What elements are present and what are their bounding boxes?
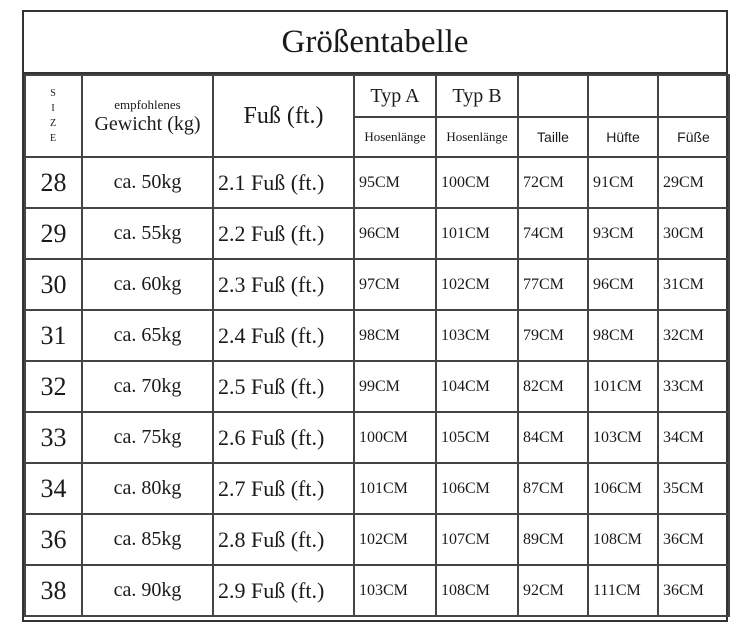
typ-b-length-cell: 107CM xyxy=(436,514,518,565)
feet-cell: 31CM xyxy=(658,259,729,310)
page-title: Größentabelle xyxy=(24,12,726,74)
weight-cell: ca. 75kg xyxy=(82,412,213,463)
typ-b-length-cell: 103CM xyxy=(436,310,518,361)
hip-header: Hüfte xyxy=(588,117,658,157)
weight-cell: ca. 60kg xyxy=(82,259,213,310)
foot-length-cell: 2.1 Fuß (ft.) xyxy=(213,157,354,208)
weight-header: empfohlenes Gewicht (kg) xyxy=(82,75,213,157)
weight-cell: ca. 90kg xyxy=(82,565,213,616)
typ-a-length-cell: 97CM xyxy=(354,259,436,310)
typ-a-length-cell: 101CM xyxy=(354,463,436,514)
table-row xyxy=(25,208,729,259)
typ-a-length-cell: 98CM xyxy=(354,310,436,361)
waist-cell: 77CM xyxy=(518,259,588,310)
foot-length-cell: 2.3 Fuß (ft.) xyxy=(213,259,354,310)
table-row xyxy=(25,361,729,412)
foot-length-cell: 2.8 Fuß (ft.) xyxy=(213,514,354,565)
table-row xyxy=(25,514,729,565)
feet-cell: 30CM xyxy=(658,208,729,259)
size-cell: 28 xyxy=(25,157,82,208)
empty-header-cell xyxy=(588,75,658,117)
weight-cell: ca. 55kg xyxy=(82,208,213,259)
typ-a-header: Typ A xyxy=(354,75,436,117)
foot-length-cell: 2.6 Fuß (ft.) xyxy=(213,412,354,463)
hip-cell: 96CM xyxy=(588,259,658,310)
feet-cell: 36CM xyxy=(658,514,729,565)
empty-header-cell xyxy=(658,75,729,117)
typ-a-length-cell: 96CM xyxy=(354,208,436,259)
size-cell: 33 xyxy=(25,412,82,463)
table-row xyxy=(25,565,729,616)
feet-header: Füße xyxy=(658,117,729,157)
hip-cell: 91CM xyxy=(588,157,658,208)
waist-cell: 74CM xyxy=(518,208,588,259)
typ-b-length-cell: 100CM xyxy=(436,157,518,208)
feet-cell: 29CM xyxy=(658,157,729,208)
table-row xyxy=(25,259,729,310)
size-cell: 32 xyxy=(25,361,82,412)
size-cell: 31 xyxy=(25,310,82,361)
size-cell: 30 xyxy=(25,259,82,310)
foot-length-cell: 2.9 Fuß (ft.) xyxy=(213,565,354,616)
typ-b-length-cell: 102CM xyxy=(436,259,518,310)
table-row xyxy=(25,463,729,514)
table-row xyxy=(25,310,729,361)
typ-a-length-cell: 103CM xyxy=(354,565,436,616)
foot-length-cell: 2.2 Fuß (ft.) xyxy=(213,208,354,259)
hip-cell: 106CM xyxy=(588,463,658,514)
hip-cell: 103CM xyxy=(588,412,658,463)
size-cell: 38 xyxy=(25,565,82,616)
waist-cell: 82CM xyxy=(518,361,588,412)
foot-length-cell: 2.5 Fuß (ft.) xyxy=(213,361,354,412)
typ-b-length-cell: 106CM xyxy=(436,463,518,514)
typ-b-length-cell: 108CM xyxy=(436,565,518,616)
size-cell: 34 xyxy=(25,463,82,514)
hip-cell: 108CM xyxy=(588,514,658,565)
typ-b-length-header: Hosenlänge xyxy=(436,117,518,157)
weight-cell: ca. 85kg xyxy=(82,514,213,565)
waist-cell: 89CM xyxy=(518,514,588,565)
waist-cell: 84CM xyxy=(518,412,588,463)
foot-header: Fuß (ft.) xyxy=(213,75,354,157)
weight-cell: ca. 50kg xyxy=(82,157,213,208)
waist-cell: 72CM xyxy=(518,157,588,208)
table-row xyxy=(25,157,729,208)
size-cell: 36 xyxy=(25,514,82,565)
foot-length-cell: 2.7 Fuß (ft.) xyxy=(213,463,354,514)
table-body xyxy=(25,157,729,616)
size-header xyxy=(25,75,82,157)
size-header-letters: S I Z E xyxy=(49,88,58,144)
size-cell: 29 xyxy=(25,208,82,259)
typ-b-length-cell: 104CM xyxy=(436,361,518,412)
weight-cell: ca. 80kg xyxy=(82,463,213,514)
hip-cell: 111CM xyxy=(588,565,658,616)
waist-cell: 79CM xyxy=(518,310,588,361)
typ-a-length-header: Hosenlänge xyxy=(354,117,436,157)
typ-a-length-cell: 95CM xyxy=(354,157,436,208)
hip-cell: 98CM xyxy=(588,310,658,361)
weight-cell: ca. 65kg xyxy=(82,310,213,361)
waist-cell: 92CM xyxy=(518,565,588,616)
typ-b-length-cell: 105CM xyxy=(436,412,518,463)
feet-cell: 33CM xyxy=(658,361,729,412)
feet-cell: 34CM xyxy=(658,412,729,463)
weight-cell: ca. 70kg xyxy=(82,361,213,412)
size-chart xyxy=(22,10,728,622)
typ-a-length-cell: 100CM xyxy=(354,412,436,463)
typ-a-length-cell: 99CM xyxy=(354,361,436,412)
typ-b-header: Typ B xyxy=(436,75,518,117)
hip-cell: 93CM xyxy=(588,208,658,259)
feet-cell: 35CM xyxy=(658,463,729,514)
hip-cell: 101CM xyxy=(588,361,658,412)
typ-b-length-cell: 101CM xyxy=(436,208,518,259)
waist-header: Taille xyxy=(518,117,588,157)
waist-cell: 87CM xyxy=(518,463,588,514)
feet-cell: 36CM xyxy=(658,565,729,616)
feet-cell: 32CM xyxy=(658,310,729,361)
table-row xyxy=(25,412,729,463)
foot-length-cell: 2.4 Fuß (ft.) xyxy=(213,310,354,361)
typ-a-length-cell: 102CM xyxy=(354,514,436,565)
empty-header-cell xyxy=(518,75,588,117)
size-table xyxy=(24,74,730,617)
